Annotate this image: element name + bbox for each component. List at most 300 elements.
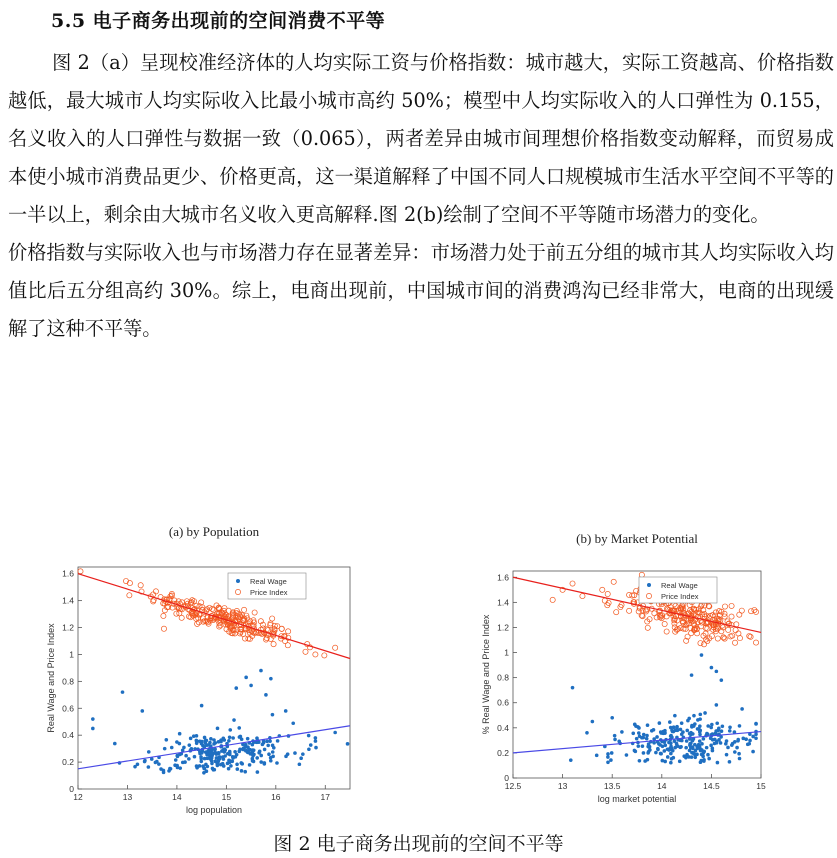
real-wage-point [174, 758, 178, 762]
y-tick-label: 0.4 [62, 730, 74, 741]
real-wage-point [195, 741, 199, 745]
real-wage-point [210, 762, 214, 766]
price-index-point [313, 652, 318, 657]
real-wage-point [346, 742, 350, 746]
real-wage-point [705, 746, 709, 750]
real-wage-point [698, 713, 702, 717]
real-wage-point [251, 753, 255, 757]
real-wage-point [227, 739, 231, 743]
price-index-point [600, 587, 605, 592]
price-index-point [241, 607, 246, 612]
real-wage-point [672, 756, 676, 760]
x-tick-label: 12 [73, 792, 83, 802]
figure-2 [0, 510, 837, 820]
real-wage-point [284, 709, 288, 713]
real-wage-point [738, 724, 742, 728]
real-wage-point [199, 755, 203, 759]
real-wage-point [309, 743, 313, 747]
real-wage-point [714, 729, 718, 733]
real-wage-point [236, 767, 240, 771]
price-index-point [271, 642, 276, 647]
real-wage-point [648, 748, 652, 752]
price-index-point [161, 626, 166, 631]
real-wage-point [606, 752, 610, 756]
real-wage-point [715, 721, 719, 725]
x-tick-label: 13.5 [603, 781, 621, 791]
real-wage-point [709, 736, 713, 740]
real-wage-point [606, 760, 610, 764]
real-wage-point [641, 744, 645, 748]
real-wage-point [267, 752, 271, 756]
real-wage-point [754, 732, 758, 736]
real-wage-point [202, 767, 206, 771]
real-wage-point [271, 755, 275, 759]
legend-real-wage-marker [236, 579, 240, 583]
real-wage-point [691, 751, 695, 755]
real-wage-point [203, 736, 207, 740]
price-index-point [161, 613, 166, 618]
y-tick-label: 0 [504, 773, 509, 783]
real-wage-fit-line [513, 732, 761, 753]
real-wage-point [261, 743, 265, 747]
x-axis-label: log population [185, 805, 243, 815]
real-wage-point [645, 734, 649, 738]
price-index-point [639, 572, 644, 577]
real-wage-point [259, 760, 263, 764]
y-tick-label: 1.2 [497, 622, 509, 633]
real-wage-point [637, 726, 641, 730]
real-wage-point [248, 763, 252, 767]
real-wage-point [255, 756, 259, 760]
real-wage-point [569, 758, 573, 762]
real-wage-point [157, 762, 161, 766]
price-index-point [242, 636, 247, 641]
real-wage-point [276, 739, 280, 743]
x-tick-label: 17 [320, 792, 331, 802]
x-tick-label: 12.5 [504, 781, 522, 791]
real-wage-point [240, 762, 244, 766]
real-wage-point [264, 693, 268, 697]
real-wage-point [631, 732, 635, 736]
real-wage-point [699, 749, 703, 753]
real-wage-point [696, 718, 700, 722]
chart-title: (a) by Population [168, 524, 260, 539]
x-tick-label: 14.5 [703, 781, 720, 791]
price-index-point [285, 643, 290, 648]
real-wage-point [700, 653, 704, 657]
price-index-point [699, 624, 704, 629]
price-index-fit-line [513, 577, 761, 632]
real-wage-point [715, 740, 719, 744]
real-wage-point [271, 750, 275, 754]
legend-price-index-label: Price Index [661, 592, 699, 601]
real-wage-point [213, 759, 217, 763]
real-wage-point [680, 721, 684, 725]
real-wage-point [725, 753, 729, 757]
real-wage-point [237, 750, 241, 754]
real-wage-point [189, 737, 193, 741]
real-wage-point [638, 759, 642, 763]
real-wage-point [698, 724, 702, 728]
y-tick-label: 0 [69, 784, 74, 794]
real-wage-point [222, 738, 226, 742]
real-wage-point [217, 751, 221, 755]
real-wage-point [162, 771, 166, 775]
real-wage-point [690, 755, 694, 759]
real-wage-point [223, 754, 227, 758]
real-wage-point [208, 757, 212, 761]
real-wage-point [231, 756, 235, 760]
real-wage-point [235, 762, 239, 766]
real-wage-point [256, 770, 260, 774]
price-index-point [701, 642, 706, 647]
real-wage-point [655, 735, 659, 739]
real-wage-point [702, 759, 706, 763]
real-wage-point [720, 729, 724, 733]
real-wage-point [291, 721, 295, 725]
price-index-point [698, 641, 703, 646]
price-index-point [737, 636, 742, 641]
price-index-point [664, 629, 669, 634]
real-wage-point [299, 756, 303, 760]
real-wage-point [684, 756, 688, 760]
x-axis-label: log market potential [597, 794, 677, 804]
price-index-point [739, 608, 744, 613]
real-wage-point [176, 755, 180, 759]
price-index-point [715, 636, 720, 641]
real-wage-point [249, 684, 253, 688]
real-wage-point [307, 747, 311, 751]
real-wage-point [636, 744, 640, 748]
real-wage-point [228, 728, 232, 732]
real-wage-point [613, 734, 617, 738]
real-wage-point [609, 758, 613, 762]
real-wage-point [703, 711, 707, 715]
price-index-fit-line [78, 574, 350, 659]
legend-real-wage-marker [647, 583, 651, 587]
real-wage-point [728, 726, 732, 730]
real-wage-point [710, 666, 714, 670]
y-axis-label: % Real Wage and Price Index [481, 614, 491, 735]
real-wage-point [228, 751, 232, 755]
real-wage-point [659, 752, 663, 756]
real-wage-point [633, 749, 637, 753]
real-wage-point [751, 735, 755, 739]
real-wage-point [595, 754, 599, 758]
x-tick-label: 13 [557, 781, 568, 791]
real-wage-point [200, 704, 204, 708]
real-wage-point [246, 750, 250, 754]
chart-by-market-potential [418, 510, 836, 820]
real-wage-point [257, 751, 261, 755]
real-wage-point [666, 755, 670, 759]
y-tick-label: 1 [69, 649, 74, 660]
real-wage-point [216, 764, 220, 768]
real-wage-point [163, 747, 167, 751]
real-wage-point [715, 670, 719, 674]
price-index-point [322, 653, 327, 658]
real-wage-point [744, 737, 748, 741]
y-axis-label: Real Wage and Price Index [46, 623, 56, 733]
real-wage-point [737, 752, 741, 756]
real-wage-point [307, 734, 311, 738]
real-wage-point [213, 741, 217, 745]
chart-by-population [0, 510, 418, 820]
real-wage-point [211, 752, 215, 756]
real-wage-point [269, 677, 273, 681]
real-wage-point [646, 723, 650, 727]
real-wage-point [207, 743, 211, 747]
real-wage-point [637, 731, 641, 735]
real-wage-point [669, 752, 673, 756]
real-wage-point [634, 724, 638, 728]
real-wage-point [238, 735, 242, 739]
real-wage-point [184, 754, 188, 758]
real-wage-point [642, 751, 646, 755]
price-index-point [703, 637, 708, 642]
real-wage-point [610, 716, 614, 720]
real-wage-point [699, 760, 703, 764]
real-wage-point [223, 747, 227, 751]
real-wage-point [625, 753, 629, 757]
real-wage-point [673, 714, 677, 718]
price-index-point [333, 645, 338, 650]
real-wage-point [204, 739, 208, 743]
y-tick-label: 0.6 [497, 697, 509, 708]
price-index-point [645, 625, 650, 630]
real-wage-point [198, 752, 202, 756]
chart-title: (b) by Market Potential [576, 531, 698, 546]
x-tick-label: 14 [172, 792, 182, 802]
real-wage-point [121, 690, 125, 694]
real-wage-point [198, 764, 202, 768]
real-wage-point [654, 751, 658, 755]
figure-caption: 图 2 电子商务出现前的空间不平等 [273, 833, 564, 855]
price-index-point [570, 581, 575, 586]
real-wage-point [199, 760, 203, 764]
real-wage-point [229, 764, 233, 768]
real-wage-point [736, 738, 740, 742]
legend-real-wage-label: Real Wage [250, 577, 287, 586]
price-index-point [614, 610, 619, 615]
price-index-point [550, 597, 555, 602]
real-wage-point [333, 731, 337, 735]
real-wage-point [688, 744, 692, 748]
plot-frame [78, 567, 350, 789]
x-tick-label: 15 [221, 792, 232, 802]
real-wage-point [730, 743, 734, 747]
real-wage-point [206, 765, 210, 769]
real-wage-point [591, 720, 595, 724]
real-wage-point [724, 742, 728, 746]
price-index-point [703, 631, 708, 636]
real-wage-point [728, 729, 732, 733]
real-wage-point [720, 678, 724, 682]
real-wage-point [181, 761, 185, 765]
real-wage-point [728, 760, 732, 764]
real-wage-point [232, 718, 236, 722]
real-wage-point [695, 753, 699, 757]
real-wage-point [246, 737, 250, 741]
y-tick-label: 0.8 [62, 676, 74, 687]
price-index-point [729, 614, 734, 619]
real-wage-point [717, 726, 721, 730]
real-wage-point [652, 741, 656, 745]
real-wage-point [147, 765, 151, 769]
y-tick-label: 1.4 [62, 595, 74, 606]
real-wage-point [707, 757, 711, 761]
real-wage-point [244, 676, 248, 680]
real-wage-point [275, 761, 279, 765]
price-index-point [627, 608, 632, 613]
real-wage-point [700, 742, 704, 746]
x-tick-label: 15 [756, 781, 766, 791]
real-wage-point [164, 738, 168, 742]
price-index-point [753, 640, 758, 645]
real-wage-point [678, 760, 682, 764]
price-index-point [627, 592, 632, 597]
body-text [8, 44, 834, 348]
price-index-point [726, 627, 731, 632]
real-wage-point [252, 749, 256, 753]
real-wage-point [228, 735, 232, 739]
real-wage-point [263, 761, 267, 765]
y-tick-label: 1.2 [62, 622, 74, 633]
real-wage-point [726, 746, 730, 750]
real-wage-point [271, 744, 275, 748]
price-index-point [279, 626, 284, 631]
real-wage-point [613, 738, 617, 742]
real-wage-point [159, 767, 163, 771]
real-wage-point [610, 751, 614, 755]
real-wage-point [686, 719, 690, 723]
real-wage-point [178, 732, 182, 736]
price-index-point [303, 649, 308, 654]
real-wage-point [693, 743, 697, 747]
real-wage-point [671, 749, 675, 753]
real-wage-point [193, 755, 197, 759]
real-wage-point [642, 733, 646, 737]
real-wage-point [706, 753, 710, 757]
real-wage-point [216, 727, 220, 731]
price-index-point [662, 621, 667, 626]
real-wage-point [658, 721, 662, 725]
real-wage-point [271, 713, 275, 717]
real-wage-point [658, 743, 662, 747]
real-wage-point [293, 751, 297, 755]
real-wage-point [688, 732, 692, 736]
price-index-point [138, 583, 143, 588]
real-wage-point [314, 736, 318, 740]
price-index-point [728, 634, 733, 639]
real-wage-point [259, 669, 263, 673]
real-wage-point [663, 731, 667, 735]
real-wage-point [650, 729, 654, 733]
real-wage-point [173, 763, 177, 767]
real-wage-point [706, 724, 710, 728]
real-wage-point [692, 714, 696, 718]
price-index-point [748, 609, 753, 614]
real-wage-point [680, 732, 684, 736]
y-tick-label: 0.2 [62, 757, 74, 768]
price-index-point [263, 637, 268, 642]
real-wage-point [182, 746, 186, 750]
real-wage-point [735, 746, 739, 750]
price-index-point [689, 631, 694, 636]
real-wage-point [265, 740, 269, 744]
real-wage-point [286, 752, 290, 756]
price-index-point [153, 589, 158, 594]
real-wage-point [711, 749, 715, 753]
real-wage-point [91, 717, 95, 721]
real-wage-point [314, 739, 318, 743]
real-wage-point [231, 736, 235, 740]
real-wage-point [298, 762, 302, 766]
real-wage-point [679, 728, 683, 732]
y-tick-label: 1.4 [497, 597, 509, 608]
real-wage-point [698, 730, 702, 734]
real-wage-point [679, 745, 683, 749]
y-tick-label: 1 [504, 647, 509, 658]
real-wage-point [209, 737, 213, 741]
real-wage-point [268, 739, 272, 743]
section-heading: 5.5 电子商务出现前的空间消费不平等 [51, 10, 386, 32]
real-wage-point [113, 742, 117, 746]
real-wage-point [733, 750, 737, 754]
price-index-point [580, 593, 585, 598]
real-wage-point [301, 752, 305, 756]
real-wage-point [211, 767, 215, 771]
price-index-point [286, 629, 291, 634]
real-wage-point [143, 760, 147, 764]
real-wage-point [702, 737, 706, 741]
real-wage-point [243, 770, 247, 774]
x-tick-label: 16 [271, 792, 281, 802]
y-tick-label: 0.8 [497, 672, 509, 683]
real-wage-point [663, 749, 667, 753]
real-wage-point [571, 686, 575, 690]
real-wage-point [217, 740, 221, 744]
price-index-point [252, 610, 257, 615]
real-wage-point [136, 762, 140, 766]
real-wage-point [738, 757, 742, 761]
real-wage-point [646, 758, 650, 762]
real-wage-point [91, 727, 95, 731]
real-wage-point [154, 761, 158, 765]
y-tick-label: 1.6 [497, 572, 509, 583]
price-index-point [732, 640, 737, 645]
real-wage-point [676, 729, 680, 733]
real-wage-point [175, 740, 179, 744]
real-wage-point [746, 743, 750, 747]
real-wage-point [227, 759, 231, 763]
price-index-point [721, 635, 726, 640]
price-index-point [701, 633, 706, 638]
real-wage-point [217, 756, 221, 760]
real-wage-point [200, 742, 204, 746]
real-wage-point [646, 745, 650, 749]
real-wage-point [187, 757, 191, 761]
real-wage-point [263, 748, 267, 752]
real-wage-point [266, 744, 270, 748]
real-wage-point [585, 731, 589, 735]
price-index-point [611, 579, 616, 584]
real-wage-point [241, 748, 245, 752]
real-wage-point [213, 747, 217, 751]
real-wage-point [140, 709, 144, 713]
real-wage-point [669, 726, 673, 730]
real-wage-point [721, 724, 725, 728]
